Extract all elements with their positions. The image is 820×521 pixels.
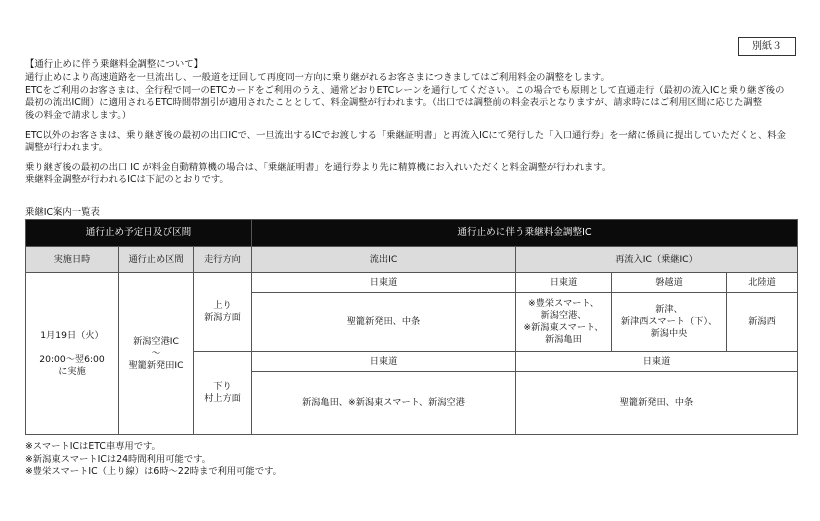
section-tilde: ～ (151, 347, 161, 359)
direction-down-line1: 下り (213, 381, 232, 392)
direction-up-line1: 上り (213, 300, 232, 311)
ic-name: 新津、 (655, 304, 683, 315)
notice-heading: 【通行止めに伴う乗継料金調整について】 (25, 59, 203, 70)
paragraph-line: 乗継料金調整が行われるICは下記のとおりです。 (25, 174, 229, 186)
ic-name: 新潟空港、 (540, 310, 587, 321)
ic-name: ※新潟東スマート、 (523, 322, 604, 333)
attachment-label: 別紙３ (738, 37, 796, 56)
header-reentry-ic: 再流入IC（乗継IC） (516, 247, 798, 273)
header-date: 実施日時 (26, 247, 119, 273)
down-exit-ics: 新潟亀田、※新潟東スマート、新潟空港 (252, 372, 516, 435)
direction-up (194, 273, 252, 352)
footnote: ※スマートICはETC車専用です。 (25, 441, 161, 452)
section-from: 新潟空港IC (133, 335, 179, 347)
time-line: 20:00～翌6:00 (39, 353, 105, 365)
footnotes (25, 441, 282, 479)
header-direction: 走行方向 (194, 247, 252, 273)
section-to: 聖籠新発田IC (128, 359, 184, 371)
down-reentry-road: 日東道 (516, 352, 798, 372)
paragraph-line: 最初の流出IC間）に適用されるETC時間帯割引が適用されたこととして、料金調整が行われます。（出口では調整前の料金表示となりますが、請求時にはご利用区間に応じた調整 (25, 97, 763, 109)
up-reentry-road-1: 日東道 (516, 273, 612, 293)
paragraph-non-etc (25, 130, 795, 155)
direction-down-line2: 村上方面 (204, 393, 241, 404)
header-ic-group: 通行止めに伴う乗継料金調整IC (252, 220, 798, 247)
header-exit-ic: 流出IC (252, 247, 516, 273)
date-cell (26, 273, 119, 435)
paragraph-line: 通行止めにより高速道路を一旦流出し、一般道を迂回して再度同一方向に乗り継がれるお客さまにつきましてはご利用料金の調整をします。 (25, 72, 610, 83)
down-exit-road: 日東道 (252, 352, 516, 372)
footnote: ※新潟東スマートICは24時間利用可能です。 (25, 453, 211, 465)
ic-name: 新津西スマート（下）、 (620, 316, 718, 327)
ic-name: 新潟西 (748, 316, 776, 327)
paragraph-line: 後の料金で請求します。） (25, 109, 132, 121)
paragraph-line: 調整が行われます。 (25, 142, 108, 154)
up-exit-road: 日東道 (252, 273, 516, 293)
down-reentry-ics: 聖籠新発田、中条 (516, 372, 798, 435)
paragraph-etc (25, 85, 795, 122)
up-reentry-road-3: 北陸道 (727, 273, 798, 293)
ic-name: 新潟中央 (650, 328, 688, 339)
header-section: 通行止め区間 (119, 247, 194, 273)
ic-name: ※豊栄スマート、 (528, 298, 599, 309)
direction-up-line2: 新潟方面 (204, 312, 241, 323)
up-exit-ics: 聖籠新発田、中条 (252, 293, 516, 352)
ic-name: 新潟亀田 (545, 334, 582, 345)
time-suffix: に実施 (58, 365, 86, 377)
list-title: 乗継IC案内一覧表 (25, 207, 100, 218)
ic-table (25, 219, 798, 435)
footnote: ※豊栄スマートIC（上り線）は6時～22時まで利用可能です。 (25, 466, 282, 478)
up-reentry-ics-3 (727, 293, 798, 352)
header-schedule-group: 通行止め予定日及び区間 (26, 220, 252, 247)
paragraph-line: 乗り継ぎ後の最初の出口 IC が料金自動精算機の場合は、「乗継証明書」を通行券より先に精算機にお入れいただくと料金調整が行われます。 (25, 162, 612, 173)
up-reentry-ics-2 (612, 293, 727, 352)
paragraph-line: ETCをご利用のお客さまは、全行程で同一のETCカードをご利用のうえ、通常どおりETCレーンを通行してください。この場合でも原則として直通走行（最初の流入ICと乗り継ぎ後の (25, 85, 785, 96)
section-cell (119, 273, 194, 435)
paragraph-line: ETC以外のお客さまは、乗り継ぎ後の最初の出口ICで、一旦流出するICでお渡しする「乗継証明書」と再流入ICにて発行した「入口通行券」を一緒に係員に提出していただくと、料金 (25, 130, 786, 141)
up-reentry-ics-1 (516, 293, 612, 352)
paragraph-auto-machine (25, 162, 795, 187)
up-reentry-road-2: 磐越道 (612, 273, 727, 293)
direction-down (194, 352, 252, 435)
paragraph-general (25, 72, 795, 84)
date-line: 1月19日（火） (40, 329, 104, 341)
